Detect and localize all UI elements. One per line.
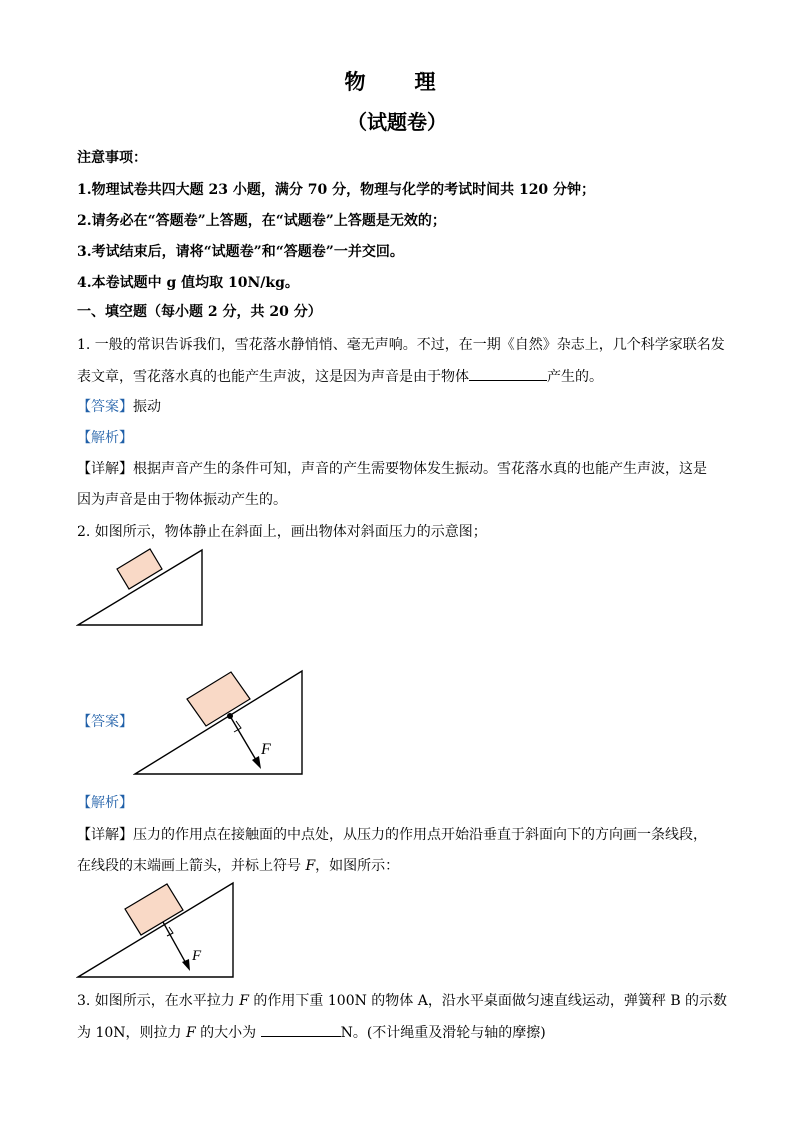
force-symbol: F [305, 858, 316, 874]
page-title: 物 理 [344, 69, 450, 94]
notice-item-1: 1.物理试卷共四大题 23 小题，满分 70 分，物理与化学的考试时间共 120 分钟； [77, 182, 596, 198]
q1-detail-line1 [77, 459, 707, 479]
q3-answer-blank [261, 1022, 341, 1037]
q1-answer-blank [469, 366, 547, 381]
q2-incline-figure [76, 546, 204, 628]
detail-tag: 【详解】 [77, 827, 133, 843]
q3-text-part-a: 3. 如图所示，在水平拉力 [77, 993, 240, 1009]
notice-item-4: 4.本卷试题中 g 值均取 10N/kg。 [77, 275, 299, 291]
force-application-point [227, 713, 233, 719]
q3-text-part-e: N。(不计绳重及滑轮与轴的摩擦) [340, 1025, 546, 1041]
q3-text-part-b: 的作用下重 100N 的物体 A，沿水平桌面做匀速直线运动，弹簧秤 B 的示数 [248, 993, 728, 1009]
detail-tag: 【详解】 [77, 461, 133, 477]
q3-text-line2 [77, 1022, 546, 1043]
q3-text-line1 [77, 991, 727, 1011]
q1-analysis-tag: 【解析】 [77, 430, 133, 446]
q2-answer-tag: 【答案】 [77, 714, 133, 730]
q1-detail-text1: 根据声音产生的条件可知，声音的产生需要物体发生振动。雪花落水真的也能产生声波，这是 [133, 461, 707, 477]
q3-text-part-d: 的大小为 [195, 1025, 261, 1041]
q2-text-line1: 2. 如图所示，物体静止在斜面上，画出物体对斜面压力的示意图； [77, 524, 487, 540]
q2-answer-figure [133, 668, 305, 776]
q3-text-part-c: 为 10N，则拉力 [77, 1025, 186, 1041]
notice-heading: 注意事项： [77, 150, 147, 166]
detail-force-label: F [192, 948, 202, 964]
q1-text-part-a: 表文章，雪花落水真的也能产生声波，这是因为声音是由于物体 [77, 369, 469, 385]
q2-detail-text2a: 在线段的末端画上箭头，并标上符号 [77, 858, 306, 874]
q3-force-symbol-2: F [185, 1025, 196, 1041]
q2-detail-text2b: ，如图所示： [315, 858, 400, 874]
q3-force-symbol: F [239, 993, 249, 1009]
q1-text-line1: 1. 一般的常识告诉我们，雪花落水静悄悄、毫无声响。不过，在一期《自然》杂志上，几个科学家联名发 [77, 337, 725, 353]
q2-detail-text1: 压力的作用点在接触面的中点处，从压力的作用点开始沿垂直于斜面向下的方向画一条线段， [133, 827, 707, 843]
q1-answer [77, 397, 161, 417]
force-label: F [261, 741, 271, 758]
q2-analysis-tag: 【解析】 [77, 795, 133, 811]
q2-detail-line2 [77, 856, 399, 876]
q1-text-line2 [77, 366, 603, 387]
section-heading: 一、填空题（每小题 2 分，共 20 分） [77, 304, 322, 320]
q1-text-part-b: 产生的。 [547, 369, 603, 385]
notice-item-3: 3.考试结束后，请将“试题卷”和“答题卷”一并交回。 [77, 244, 404, 260]
notice-item-2: 2.请务必在“答题卷”上答题，在“试题卷”上答题是无效的； [77, 213, 446, 229]
q2-detail-line1 [77, 825, 707, 845]
q1-detail-line2: 因为声音是由于物体振动产生的。 [77, 492, 287, 508]
page-subtitle: （试题卷） [347, 110, 447, 134]
answer-tag: 【答案】 [77, 399, 133, 415]
q1-answer-text: 振动 [133, 399, 161, 415]
q2-detail-figure [76, 880, 236, 980]
